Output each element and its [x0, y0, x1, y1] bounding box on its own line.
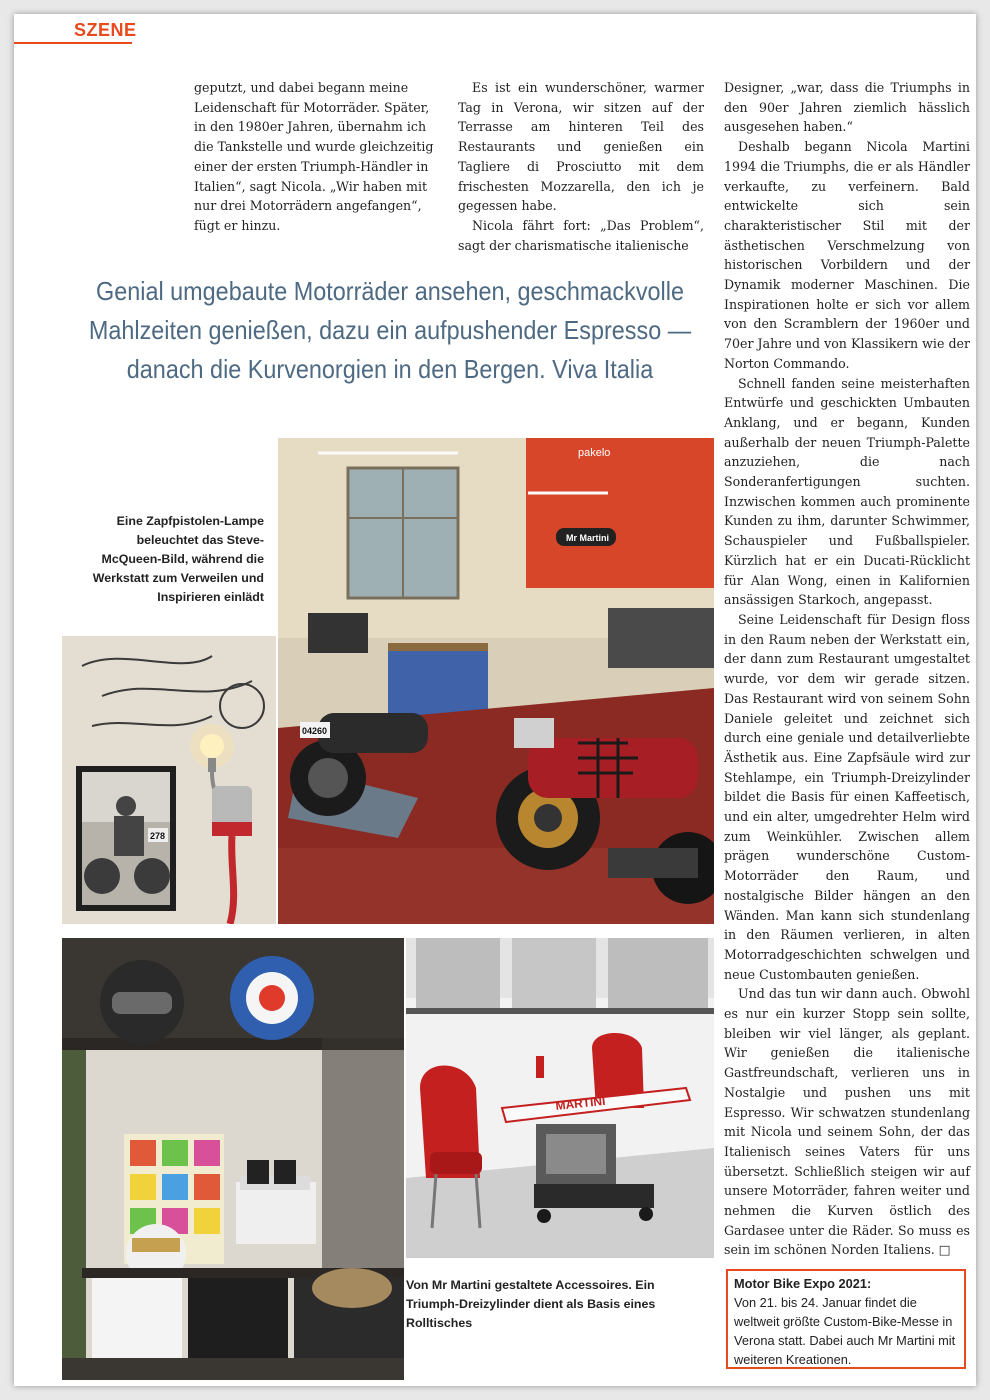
paragraph: Nicola fährt fort: „Das Problem“, sagt der charismatische italienische	[458, 217, 704, 253]
brand-panel-text: pakelo	[578, 447, 611, 459]
article-column-1	[194, 78, 438, 236]
paragraph: Designer, „war, dass die Triumphs in den 90er Jahren ziemlich hässlich ausgesehen haben.“	[724, 80, 970, 135]
paragraph: Und das tun wir dann auch. Obwohl es nur ein kurzer Stopp sein sollte, bleiben wir viel länger, als geplant. Wir genießen die italienische Gastfreundschaft, verlieren uns in Nostalgie und pushen uns mit Espresso. Wir schwatzen stundenlang mit Nicola und seinem Sohn, der das Italienisch seines Vaters für uns übersetzt. Schließlich steigen wir auf unsere Motorräder, fahren weiter und nehmen die Kurven östlich des Gardasee unter die Räder. So muss es sein im schönen Norden Italiens. □	[724, 986, 970, 1258]
photo-caption-accessories: Von Mr Martini gestaltete Accessoires. Ein Triumph-Dreizylinder dient als Basis eines Rolltisches	[406, 1278, 656, 1330]
photo-caption-workshop: Eine Zapfpistolen-Lampe beleuchtet das Steve-McQueen-Bild, während die Werkstatt zum Verweilen und Inspirieren einlädt	[92, 514, 264, 604]
paragraph: geputzt, und dabei begann meine Leidenschaft für Motorräder. Später, in den 1980er Jahren, übernahm ich die Tankstelle und wurde gleichzeitig einer der ersten Triumph-Händler in Italien“, sagt Nicola. „Wir haben mit nur drei Motorrädern angefangen“, fügt er hinzu.	[194, 80, 434, 233]
garage-sign-text: Mr Martini	[566, 533, 610, 543]
section-rule	[14, 42, 132, 44]
license-plate-text: 04260	[302, 726, 328, 736]
table-brand-text: MARTINI	[554, 1093, 607, 1113]
article-column-3	[724, 78, 970, 1260]
paragraph: Deshalb begann Nicola Martini 1994 die Triumphs, die er als Händler verkaufte, zu verfeinern. Bald entwickelte sich sein charakteristischer Stil mit der ästhetischen Verschmelzung von historischen Vorbildern und der Dynamik moderner Maschinen. Die Inspirationen holte er sich vor allem von den Scramblern der 1960er und 70er Jahre und von Klassikern wie der Norton Commando.	[724, 139, 970, 371]
paragraph: Schnell fanden seine meisterhaften Entwürfe und geschickten Umbauten Anklang, und er begann, Kunden außerhalb der neuen Triumph-Palette anzuziehen, die nach Sonderanfertigungen suchten. Inzwischen kommen auch prominente Kunden zu ihm, darunter Schwimmer, Schauspieler und Fußballspieler. Kürzlich hat er ein Ducati-Rücklicht für Alan Wong, einen in Kalifornien ansässigen Starkoch, angepasst.	[724, 375, 970, 608]
expo-info-box	[726, 1269, 966, 1369]
expo-text: Von 21. bis 24. Januar findet die weltweit größte Custom-Bike-Messe in Verona statt. Dabei auch Mr Martini mit weiteren Kreationen.	[734, 1295, 956, 1367]
pull-quote: Genial umgebaute Motorräder ansehen, geschmackvolle Mahlzeiten genießen, dazu ein aufpushender Espresso — danach die Kurvenorgien in den Bergen. Viva Italia	[88, 276, 692, 384]
workshop-photo	[278, 438, 714, 924]
paragraph: Seine Leidenschaft für Design floss in den Raum neben der Werkstatt ein, der dann zum Restaurant umgestaltet wurde, vor dem wir gerade sitzen. Das Restaurant wird von seinem Sohn Daniele geleitet und zeichnet sich durch eine geniale und detailverliebte Ästhetik aus. Eine Zapfsäule wird zur Stehlampe, ein Triumph-Dreizylinder bildet die Basis für einen Kaffeetisch, und ein alter, umgedrehter Helm wird zum Weinkühler. Zwischen allem prägen wunderschöne Custom-Motorräder den Raum, und nostalgische Bilder hängen an den Wänden. Man kann sich stundenlang in den Räumen verlieren, in alten Motorradgeschichten schwelgen und neue Custombauten genießen.	[724, 611, 970, 982]
article-column-2	[458, 78, 704, 255]
mcqueen-lamp-photo	[62, 636, 276, 924]
section-label: SZENE	[74, 20, 137, 40]
magazine-page	[14, 14, 976, 1386]
helmet-shelf-photo	[62, 938, 404, 1380]
expo-title: Motor Bike Expo 2021:	[734, 1276, 872, 1291]
martini-table-photo	[406, 938, 714, 1258]
paragraph: Es ist ein wunderschöner, warmer Tag in Verona, wir sitzen auf der Terrasse am hinteren Teil des Restaurants und genießen ein Tagliere di Prosciutto mit dem frischesten Mozzarella, den ich je gegessen habe.	[458, 80, 704, 214]
race-number-text: 278	[150, 831, 166, 841]
